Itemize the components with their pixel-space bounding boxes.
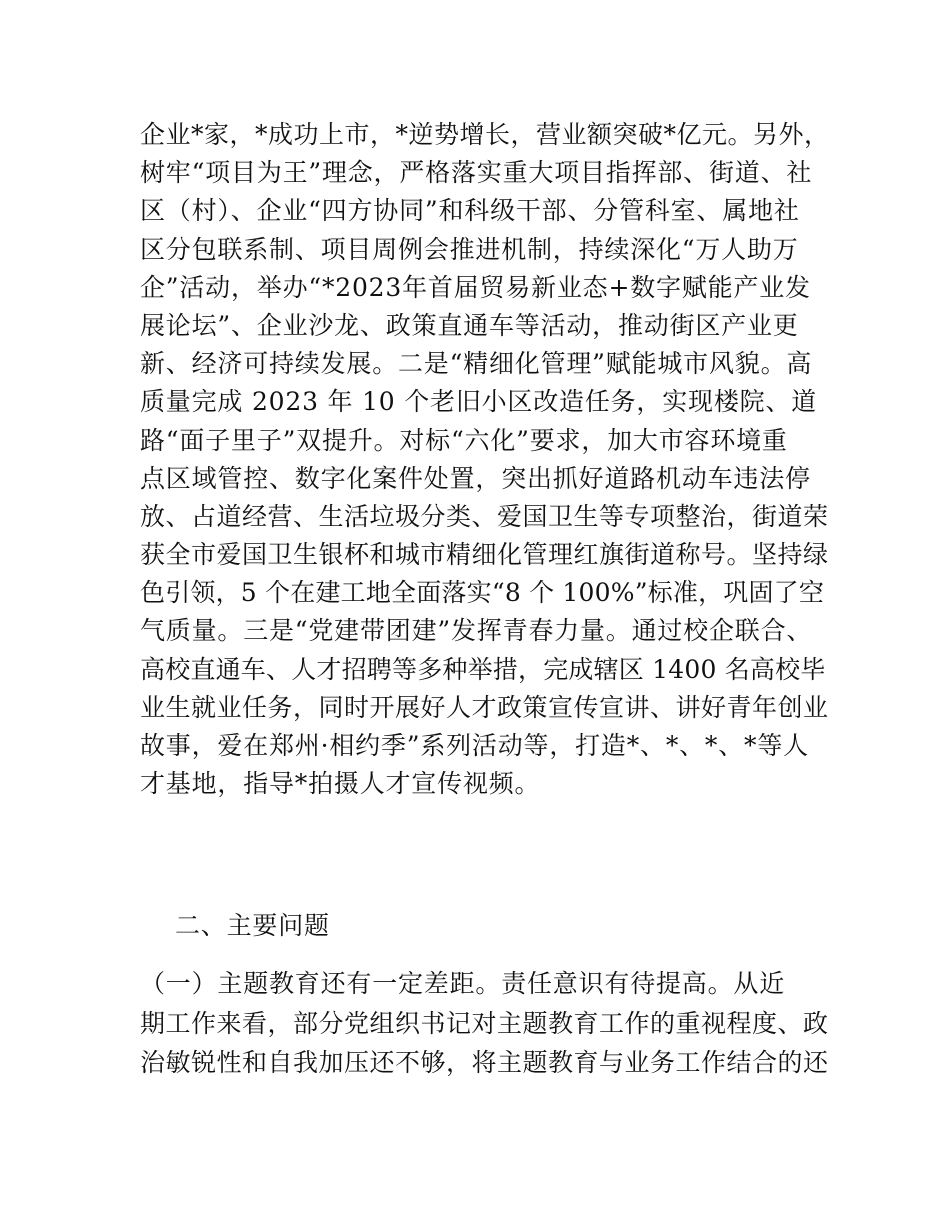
paragraph-line: 路“面子里子”双提升。对标“六化”要求，加大市容环境重 <box>140 425 788 455</box>
paragraph-line: 企业*家，*成功上市，*逆势增长，营业额突破*亿元。另外， <box>140 120 830 149</box>
paragraph-line: 放、占道经营、生活垃圾分类、爱国卫生等专项整治，街道荣 <box>140 501 829 531</box>
paragraph-line: 获全市爱国卫生银杯和城市精细化管理红旗街道称号。坚持绿 <box>140 540 829 570</box>
body-paragraph-2 <box>140 964 830 1083</box>
paragraph-line: 色引领，5 个在建工地全面落实“8 个 100%”标准，巩固了空 <box>140 578 825 608</box>
paragraph-line: 气质量。三是“党建带团建”发挥青春力量。通过校企联合、 <box>140 616 813 646</box>
paragraph-line: 树牢“项目为王”理念，严格落实重大项目指挥部、街道、社 <box>140 158 813 188</box>
paragraph-line: 业生就业任务，同时开展好人才政策宣传宣讲、讲好青年创业 <box>140 692 829 722</box>
paragraph-line: 质量完成 2023 年 10 个老旧小区改造任务，实现楼院、道 <box>140 387 818 417</box>
paragraph-line: 企”活动，举办“*2023年首届贸易新业态+数字赋能产业发 <box>140 272 811 302</box>
paragraph-line: 治敏锐性和自我加压还不够，将主题教育与业务工作结合的还 <box>140 1048 829 1077</box>
paragraph-line: 展论坛”、企业沙龙、政策直通车等活动，推动街区产业更 <box>140 310 799 340</box>
paragraph-line: 故事，爱在郑州·相约季”系列活动等，打造*、*、*、*等人 <box>140 731 809 760</box>
body-paragraph-1 <box>140 116 830 803</box>
section-heading: 二、主要问题 <box>175 911 330 940</box>
paragraph-line: 区（村）、企业“四方协同”和科级干部、分管科室、属地社 <box>140 196 800 226</box>
paragraph-line: （一）主题教育还有一定差距。责任意识有待提高。从近 <box>140 969 786 998</box>
paragraph-line: 期工作来看，部分党组织书记对主题教育工作的重视程度、政 <box>140 1008 829 1038</box>
paragraph-line: 点区域管控、数字化案件处置，突出抓好道路机动车违法停 <box>140 463 811 493</box>
paragraph-line: 高校直通车、人才招聘等多种举措，完成辖区 1400 名高校毕 <box>140 654 826 684</box>
paragraph-line: 才基地，指导*拍摄人才宣传视频。 <box>140 769 541 799</box>
paragraph-line: 新、经济可持续发展。二是“精细化管理”赋能城市风貌。高 <box>140 349 813 379</box>
paragraph-line: 区分包联系制、项目周例会推进机制，持续深化“万人助万 <box>140 234 799 264</box>
